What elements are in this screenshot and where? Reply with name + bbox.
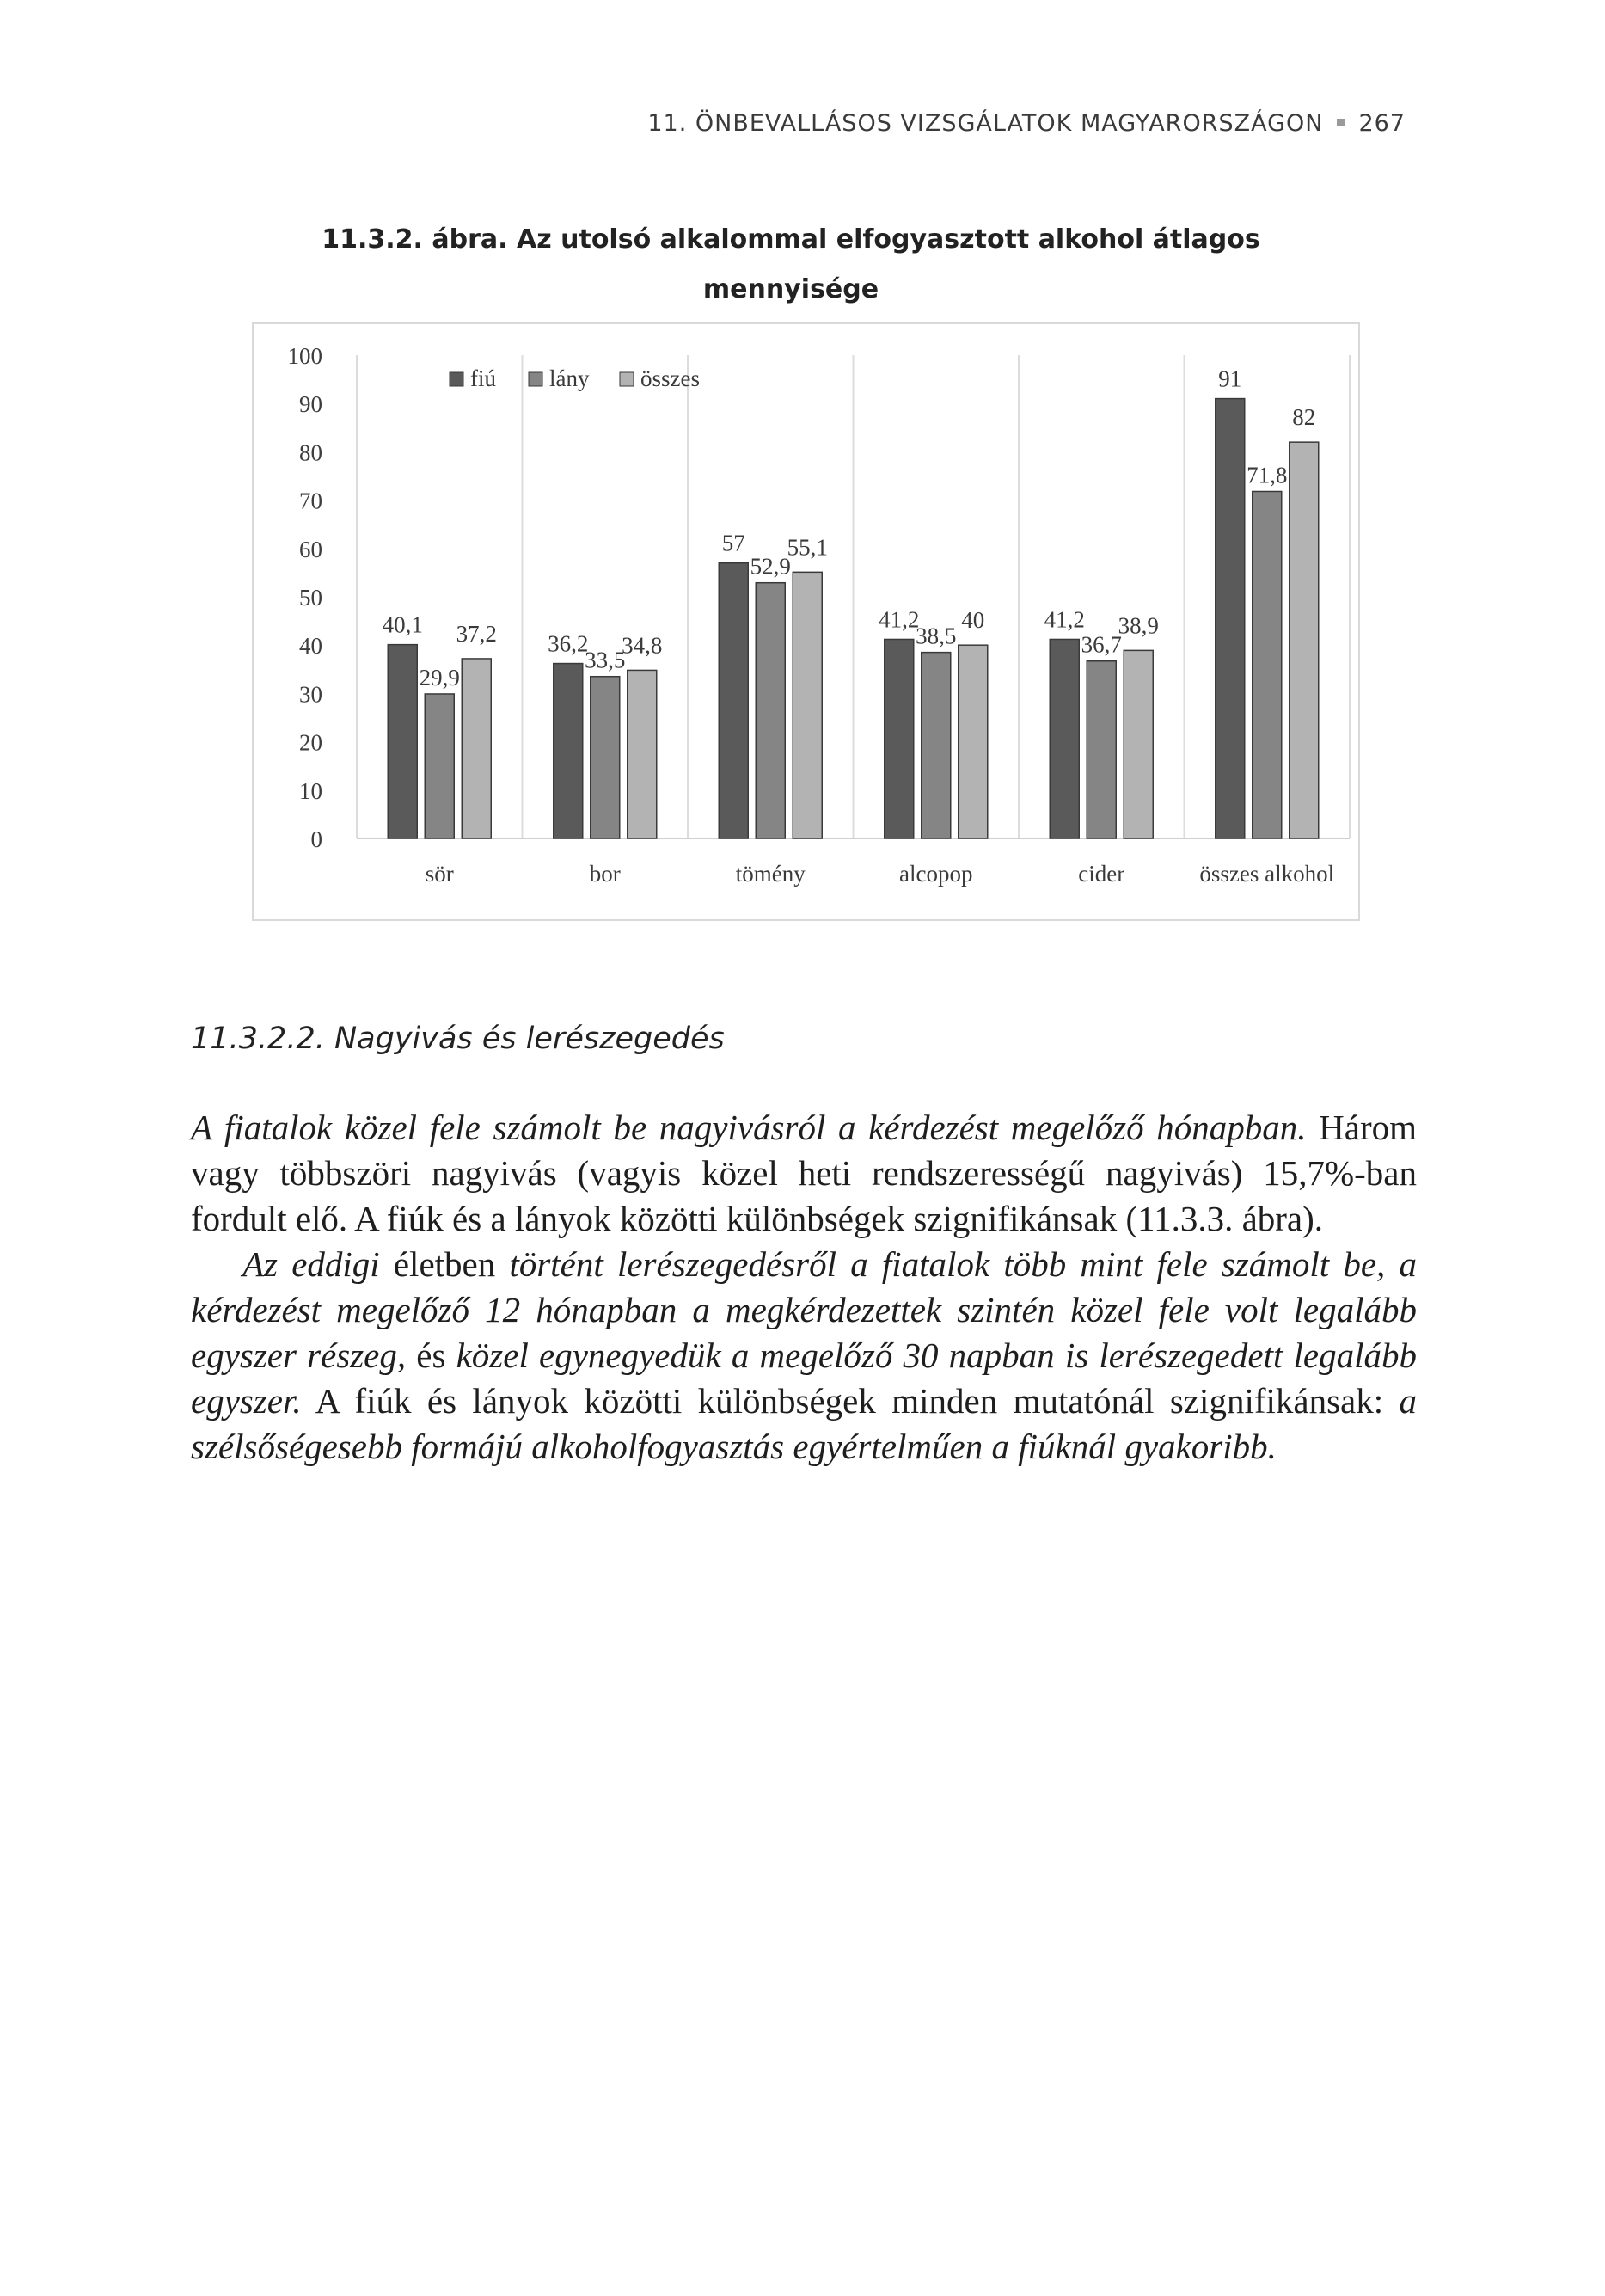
bar xyxy=(554,664,583,838)
y-tick-label: 40 xyxy=(299,633,322,660)
data-label: 36,2 xyxy=(548,630,589,657)
data-label: 29,9 xyxy=(419,664,460,691)
body-text xyxy=(191,1105,1417,1470)
bar xyxy=(1124,650,1153,838)
y-tick-label: 20 xyxy=(299,729,322,756)
bar xyxy=(1290,442,1319,838)
y-tick-label: 90 xyxy=(299,391,322,418)
p2-e: közel egynegyedük a megelőző 30 napban is lerészegedett legalább egyszer. xyxy=(191,1335,1417,1421)
legend-swatch xyxy=(620,372,634,386)
legend-label: fiú xyxy=(470,365,496,391)
data-label: 91 xyxy=(1218,365,1242,392)
p2-d: és xyxy=(406,1335,456,1375)
y-tick-label: 80 xyxy=(299,439,322,466)
p2-f: A fiúk és lányok közötti különbségek minden mutatónál szignifikánsak: xyxy=(301,1381,1400,1421)
x-tick-label: sör xyxy=(425,861,454,887)
bar xyxy=(1253,491,1282,838)
x-tick-label: tömény xyxy=(735,861,806,887)
p1-italic: A fiatalok közel fele számolt be nagyivásról a kérdezést megelőző hónapban. xyxy=(191,1108,1307,1147)
bar xyxy=(1050,639,1079,838)
bar xyxy=(425,694,454,838)
bar xyxy=(922,653,951,838)
legend-label: összes xyxy=(640,365,700,391)
data-label: 36,7 xyxy=(1081,631,1122,658)
bar xyxy=(388,645,417,838)
bar xyxy=(793,572,822,838)
bar-chart-svg xyxy=(254,324,1358,919)
legend-label: lány xyxy=(549,365,590,391)
p2-b: életben xyxy=(379,1244,510,1284)
data-label: 38,9 xyxy=(1118,612,1159,639)
bar xyxy=(885,639,914,838)
y-tick-label: 60 xyxy=(299,536,322,562)
data-label: 34,8 xyxy=(622,632,663,659)
bar-chart xyxy=(252,322,1360,921)
y-tick-label: 10 xyxy=(299,777,322,804)
bar xyxy=(959,645,988,838)
data-label: 38,5 xyxy=(916,623,957,649)
y-tick-label: 30 xyxy=(299,681,322,708)
subsection-heading: 11.3.2.2. Nagyivás és lerészegedés xyxy=(191,1022,725,1056)
bar xyxy=(756,583,785,838)
data-label: 82 xyxy=(1292,404,1316,431)
separator-square xyxy=(1337,119,1345,126)
data-label: 40 xyxy=(961,607,985,634)
caption-line-1: 11.3.2. ábra. Az utolsó alkalommal elfogyasztott alkohol átlagos mennyisége xyxy=(322,224,1260,304)
data-label: 55,1 xyxy=(787,534,828,561)
paragraph-2 xyxy=(191,1242,1417,1470)
data-label: 37,2 xyxy=(456,620,497,647)
data-label: 71,8 xyxy=(1247,462,1288,488)
data-label: 52,9 xyxy=(750,553,791,580)
legend-swatch xyxy=(529,372,542,386)
p2-a: Az eddigi xyxy=(242,1244,380,1284)
bar xyxy=(591,677,620,838)
data-label: 41,2 xyxy=(1044,606,1085,633)
bar xyxy=(628,670,657,838)
y-tick-label: 70 xyxy=(299,488,322,514)
p2-c: történt lerészegedésről a fiatalok több mint fele számolt be, a kérdezést megelőző 12 hónapban a megkérdezettek szintén közel fele volt legalább egyszer részeg, xyxy=(191,1244,1417,1375)
bar xyxy=(719,563,748,838)
bar xyxy=(1216,399,1245,838)
x-tick-label: összes alkohol xyxy=(1199,861,1335,887)
p1-rest: Három vagy többszöri nagyivás (vagyis közel heti rendszerességű nagyivás) 15,7%-ban fordult elő. A fiúk és a lányok közötti különbségek szignifikánsak (11.3.3. ábra). xyxy=(191,1108,1417,1238)
running-head xyxy=(647,110,1406,137)
data-label: 33,5 xyxy=(585,647,626,673)
y-tick-label: 100 xyxy=(287,343,322,369)
x-tick-label: cider xyxy=(1078,861,1125,887)
legend-swatch xyxy=(450,372,463,386)
y-tick-label: 0 xyxy=(310,826,322,852)
data-label: 57 xyxy=(721,530,745,556)
x-tick-label: bor xyxy=(589,861,621,887)
y-tick-label: 50 xyxy=(299,585,322,611)
data-label: 41,2 xyxy=(879,606,920,633)
page-number: 267 xyxy=(1358,110,1406,137)
bar xyxy=(1087,661,1116,838)
x-tick-label: alcopop xyxy=(899,861,973,887)
p2-g: a szélsőségesebb formájú alkoholfogyasztás egyértelműen a fiúknál gyakoribb. xyxy=(191,1381,1417,1466)
bar xyxy=(462,659,491,838)
paragraph-1 xyxy=(191,1105,1417,1242)
data-label: 40,1 xyxy=(382,611,423,638)
running-title: 11. ÖNBEVALLÁSOS VIZSGÁLATOK MAGYARORSZÁGON xyxy=(647,110,1324,137)
